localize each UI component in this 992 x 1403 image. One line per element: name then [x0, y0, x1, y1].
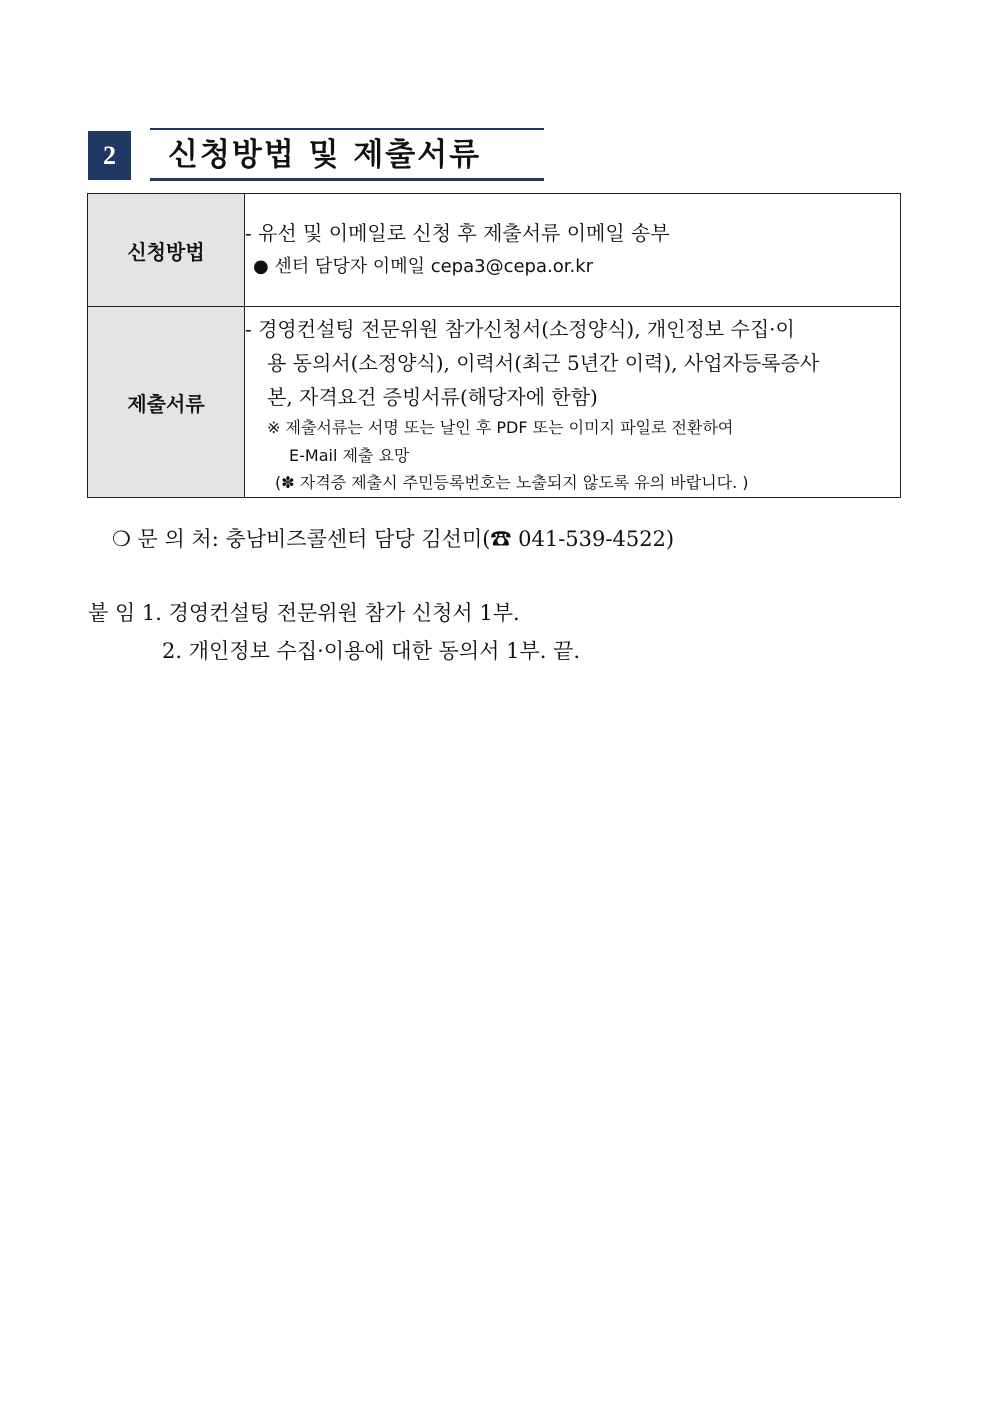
docs-note-2: E-Mail 제출 요망	[289, 446, 410, 465]
row-content-method	[245, 194, 901, 307]
table-row	[88, 194, 901, 307]
section-title: 신청방법 및 제출서류	[168, 137, 482, 173]
row-label-method: 신청방법	[88, 194, 245, 307]
method-line-email: ● 센터 담당자 이메일 cepa3@cepa.or.kr	[253, 256, 594, 277]
docs-note-3: (✽ 자격증 제출시 주민등록번호는 노출되지 않도록 유의 바랍니다. )	[275, 473, 749, 492]
section-number: 2	[88, 131, 131, 180]
attachment-line-2: 2. 개인정보 수집·이용에 대한 동의서 1부. 끝.	[162, 639, 581, 663]
row-content-documents	[245, 307, 901, 498]
docs-line-3: 본, 자격요건 증빙서류(해당자에 한함)	[267, 385, 598, 409]
contact-line: ❍ 문 의 처: 충남비즈콜센터 담당 김선미(☎ 041-539-4522)	[112, 527, 675, 551]
application-table	[87, 193, 901, 498]
docs-line-1: - 경영컨설팅 전문위원 참가신청서(소정양식), 개인정보 수집·이	[245, 317, 795, 341]
heading-rule-top	[150, 128, 544, 130]
docs-line-2: 용 동의서(소정양식), 이력서(최근 5년간 이력), 사업자등록증사	[267, 351, 820, 375]
section-heading	[88, 128, 544, 182]
docs-note-1: ※ 제출서류는 서명 또는 날인 후 PDF 또는 이미지 파일로 전환하여	[267, 418, 734, 437]
row-label-documents: 제출서류	[88, 307, 245, 498]
method-line-1: - 유선 및 이메일로 신청 후 제출서류 이메일 송부	[245, 221, 670, 245]
attachment-line-1: 붙 임 1. 경영컨설팅 전문위원 참가 신청서 1부.	[88, 601, 520, 625]
table-row	[88, 307, 901, 498]
heading-rule-bottom	[150, 178, 544, 181]
